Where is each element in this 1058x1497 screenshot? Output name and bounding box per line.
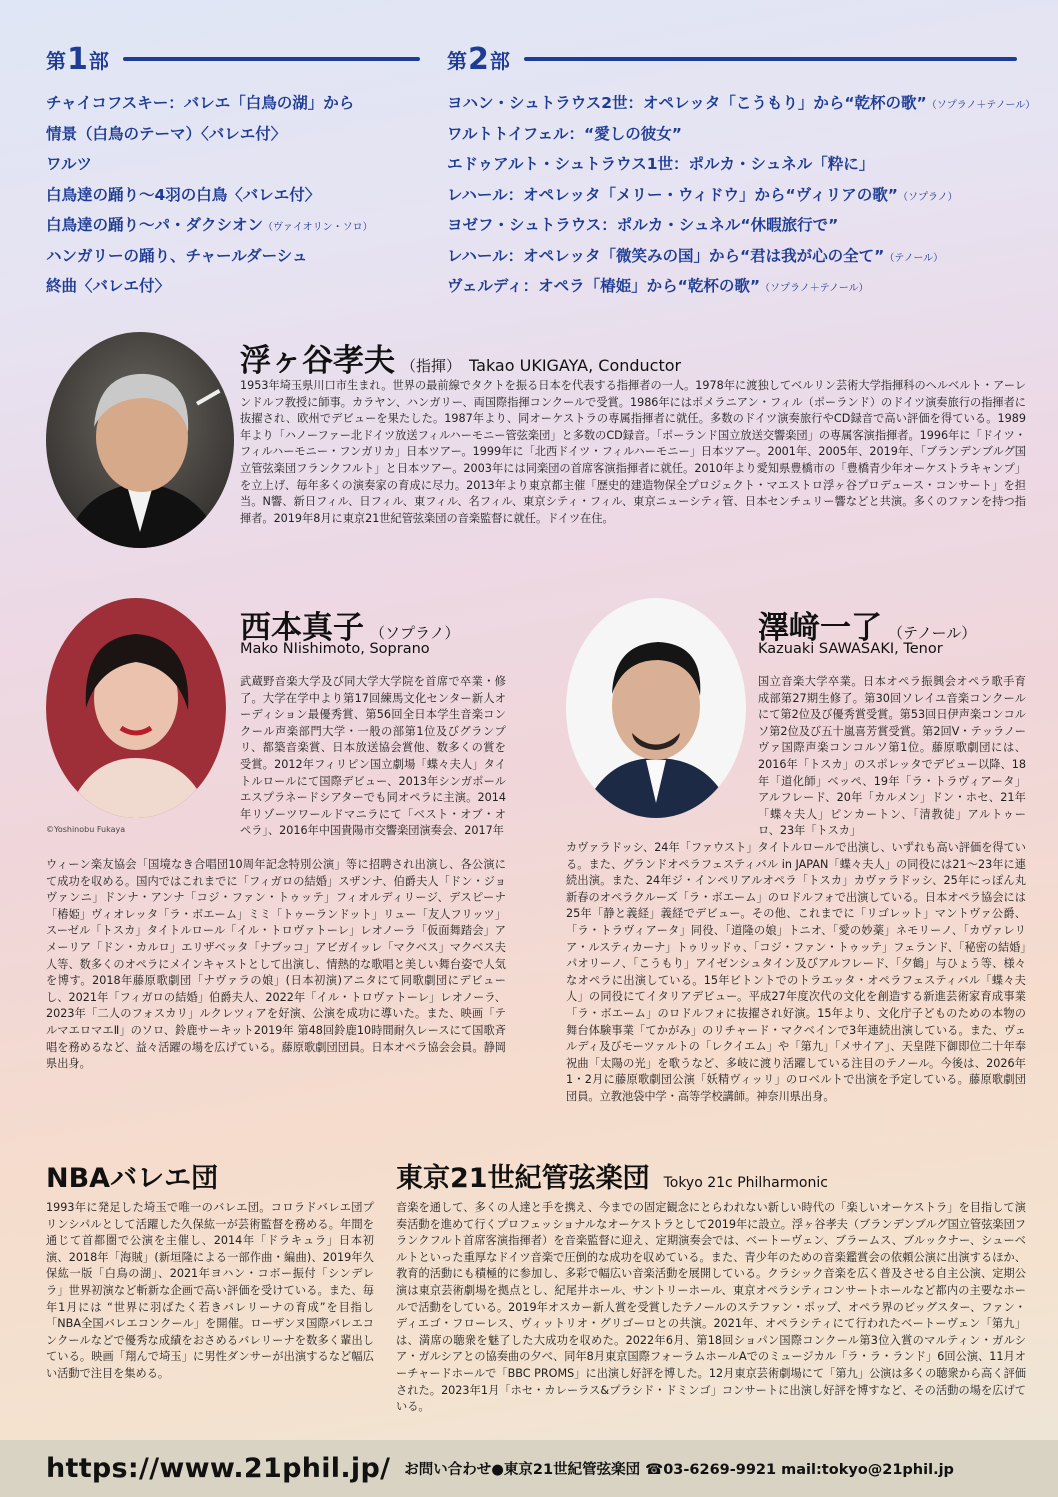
program-item: 情景（白鳥のテーマ）〈バレエ付〉 bbox=[46, 124, 287, 143]
conductor-name-jp: 浮ヶ谷孝夫 bbox=[240, 343, 395, 379]
program-item: 白鳥達の踊り～パ・ダクシオン（ヴァイオリン・ソロ） bbox=[46, 216, 373, 234]
tenor-name-jp: 澤﨑一了 bbox=[758, 610, 882, 646]
program-item: ワルトトイフェル：“愛しの彼女” bbox=[447, 124, 682, 143]
part1-program-list bbox=[46, 88, 426, 302]
part1-rule bbox=[123, 57, 420, 61]
part2-rule bbox=[524, 57, 1017, 61]
tenor-name-en: Kazuaki SAWASAKI, Tenor bbox=[758, 641, 943, 657]
soprano-name-jp: 西本真子 bbox=[240, 610, 364, 646]
website-link[interactable]: https://www.21phil.jp/ bbox=[46, 1453, 391, 1484]
part1-heading-pre: 第 bbox=[46, 48, 66, 73]
program-item: ヴェルディ：オペラ「椿姫」から“乾杯の歌”（ソプラノ＋テノール） bbox=[447, 277, 869, 295]
program-item: チャイコフスキー：バレエ「白鳥の湖」から bbox=[46, 94, 355, 112]
ballet-title: NBAバレエ団 bbox=[46, 1163, 219, 1194]
program-item: ハンガリーの踊り、チャールダーシュ bbox=[46, 246, 308, 265]
orchestra-subtitle: Tokyo 21c Philharmonic bbox=[663, 1175, 828, 1191]
soprano-role: （ソプラノ） bbox=[370, 624, 460, 642]
part1-heading-suf: 部 bbox=[88, 48, 109, 73]
conductor-role: （指揮） bbox=[401, 357, 462, 375]
conductor-portrait bbox=[46, 332, 234, 548]
footer-bar bbox=[0, 1440, 1058, 1497]
program-item: 終曲〈バレエ付〉 bbox=[46, 277, 171, 295]
ballet-bio: 1993年に発足した埼玉で唯一のバレエ団。コロラドバレエ団プリンシパルとして活躍した久保紘一が芸術監督を務める。年間を通じて首都圏で公演を主催し、2014年「ドラキュラ」日本初演、2018年「海賊」(新垣隆による一部作曲・編曲)、2019年久保紘一版「白鳥の湖」、2021年ヨハン・コボー振付「シンデレラ」世界初演など斬新な企画で高い評価を受けている。また、毎年1月には “世界に羽ばたく若きバレリーナの育成”を目指し「NBA全国バレエコンクール」を開催。ローザンヌ国際バレエコンクールなどで優秀な成績をおさめるバレリーナを数多く輩出している。映画「翔んで埼玉」に男性ダンサーが出演するなど幅広い活動で注目を集める。 bbox=[46, 1201, 374, 1380]
part2-program-list bbox=[447, 88, 1037, 302]
program-item: ヨゼフ・シュトラウス：ポルカ・シュネル“休暇旅行で” bbox=[447, 216, 839, 234]
conductor-name bbox=[240, 335, 681, 380]
soprano-bio-top: 武蔵野音楽大学及び同大学大学院を首席で卒業・修了。大学在学中より第17回練馬文化センター新人オーディション最優秀賞、第56回全日本学生音楽コンクール声楽部門大学・一般の部第1位及びグランプリ、都築音楽賞、日本放送協会賞他、数多くの賞を受賞。2012年フィリピン国立劇場「蝶々夫人」タイトルロールにて国際デビュー、2013年シンガポールエスプラネードシアターでも同オペラに主演。2014年リゾーツワールドマニラにて「ベスト・オブ・オペラ」、2016年中国貴陽市交響楽団演奏会、2017年 bbox=[240, 675, 506, 838]
part1-heading-num: 1 bbox=[67, 41, 88, 77]
orchestra-title bbox=[396, 1156, 828, 1195]
part2-heading-num: 2 bbox=[468, 41, 489, 77]
part2-heading-suf: 部 bbox=[489, 48, 510, 73]
conductor-name-en: Takao UKIGAYA, Conductor bbox=[469, 356, 682, 375]
tenor-portrait bbox=[566, 598, 746, 818]
part2-heading-pre: 第 bbox=[447, 48, 467, 73]
part2-heading bbox=[447, 42, 1017, 76]
tenor-role: （テノール） bbox=[888, 624, 977, 642]
tenor-bio-bottom: カヴァラドッシ、24年「ファウスト」タイトルロールで出演し、いずれも高い評価を得ている。また、グランドオペラフェスティバル in JAPAN「蝶々夫人」の同役には21～23年に連続出演。また、24年ジ・インペリアルオペラ「トスカ」カヴァラドッシ、25年にっぽん丸新春のオペラクルーズ「ラ・ボエーム」のロドルフォで出演している。日本オペラ協会には25年「静と義経」義経でデビュー。その他、これまでに「リゴレット」マントヴァ公爵、「ラ・トラヴィアータ」同役、「道隆の娘」トニオ、「愛の妙薬」ネモリーノ、「カヴァレリア・ルスティカーナ」トゥリッドゥ、「コジ・ファン・トゥッテ」フェランド、「秘密の結婚」パオリーノ、「こうもり」アイゼンシュタイン及びアルフレード、「夕鶴」与ひょう等、様々なオペラに出演している。15年ビトントでのトラエッタ・オペラフェスティバル「蝶々夫人」の同役にてイタリアデビュー。平成27年度次代の文化を創造する新進芸術家育成事業「ラ・ボエーム」のロドルフォに抜擢され好演。15年より、文化庁子どものための本物の舞台体験事業「てかがみ」のリチャード・マクベインで3年連続出演している。また、ヴェルディ及びモーツァルトの「レクイエム」や「第九」「メサイア」、天皇陛下御即位二十年奉祝曲「太陽の光」を歌うなど、多岐に渡り活躍している注目のテノール。今後は、2026年1・2月に藤原歌劇団公演「妖精ヴィッリ」のロベルトで出演を予定している。藤原歌劇団団員。立教池袋中学・高等学校講師。神奈川県出身。 bbox=[566, 841, 1026, 1103]
soprano-bio-bottom: ウィーン楽友協会「国境なき合唱団10周年記念特別公演」等に招聘され出演し、各公演にて成功を収める。国内ではこれまでに「フィガロの結婚」スザンナ、伯爵夫人「ドン・ジョヴァンニ」ドンナ・アンナ「コジ・ファン・トゥッテ」フィオルディリージ、デスピーナ「椿姫」ヴィオレッタ「ラ・ボエーム」ミミ「トゥーランドット」リュー「友人フリッツ」スーゼル「トスカ」タイトルロール「イル・トロヴァトーレ」レオノーラ「仮面舞踏会」アメーリア「ドン・カルロ」エリザベッタ「ナブッコ」アビガイッレ「マクベス」マクベス夫人等、数多くのオペラにメインキャストとして出演し、情熱的な歌唱と美しい舞台姿で人気を博す。2018年藤原歌劇団「ナヴァラの娘」(日本初演)アニタにて同歌劇団にデビューし、2021年「フィガロの結婚」伯爵夫人、2022年「イル・トロヴァトーレ」レオノーラ、2023年「二人のフォスカリ」ルクレツィアを好演、公演を成功に導いた。また、映画「テルマエロマエⅡ」のソロ、鈴鹿サーキット2019年 第48回鈴鹿10時間耐久レースにて国歌斉唱を務めるなど、益々活躍の場を広げている。藤原歌劇団団員。日本オペラ協会会員。静岡県出身。 bbox=[46, 858, 506, 1071]
orchestra-bio: 音楽を通して、多くの人達と手を携え、今までの固定観念にとらわれない新しい時代の「楽しいオーケストラ」を目指して演奏活動を進めて行くプロフェッショナルなオーケストラとして2019年に設立。浮ヶ谷孝夫（ブランデンブルグ国立管弦楽団フランクフルト首席客演指揮者）を音楽監督に迎え、定期演奏会では、ベートーヴェン、ブラームス、ブルックナー、シューベルトといった重厚なドイツ音楽で圧倒的な成功を収めている。また、青少年のための音楽鑑賞会の依頼公演に出演するほか、教育的活動にも積極的に参加し、多彩で幅広い音楽活動を展開している。クラシック音楽を広く普及させる自主公演、定期公演は東京芸術劇場を拠点とし、紀尾井ホール、サントリーホール、東京オペラシティコンサートホールなど都内の主要なホールで活動をしている。2019年オスカー新人賞を受賞したテノールのステファン・ポップ、オペラ界のビッグスター、ファン・ディエゴ・フローレス、ヴィットリオ・グリゴーロとの共演。2021年、オペラシティにて行われたベートーヴェン「第九」は、満席の聴衆を魅了した大成功を収めた。2022年6月、第18回ショパン国際コンクール第3位入賞のマルティン・ガルシア・ガルシアとの協奏曲の夕べ、同年8月東京国際フォーラムホールAでのミュージカル「ラ・ラ・ランド」6回公演、11月オーチャードホールで「BBC PROMS」に出演し好評を博した。12月東京芸術劇場にて「第九」公演は多くの聴衆から高く評価された。2023年1月「ホセ・カレーラス&プラシド・ドミンゴ」コンサートに出演し好評を博すなど、その活動の場を広げている。 bbox=[396, 1201, 1026, 1414]
contact-info: お問い合わせ●東京21世紀管弦楽団 ☎03-6269-9921 mail:tokyo@21phil.jp bbox=[404, 1462, 954, 1478]
program-item: レハール：オペレッタ「メリー・ウィドウ」から“ヴィリアの歌”（ソプラノ） bbox=[447, 185, 958, 204]
program-item: レハール：オペレッタ「微笑みの国」から“君は我が心の全て”（テノール） bbox=[447, 246, 944, 265]
soprano-portrait bbox=[46, 598, 226, 818]
program-item: エドゥアルト・シュトラウス1世：ポルカ・シュネル「粋に」 bbox=[447, 155, 875, 173]
soprano-name-en: Mako NIishimoto, Soprano bbox=[240, 641, 430, 657]
program-item: ヨハン・シュトラウス2世：オペレッタ「こうもり」から“乾杯の歌”（ソプラノ＋テノール） bbox=[447, 94, 1036, 112]
orchestra-title-jp: 東京21世紀管弦楽団 bbox=[396, 1163, 650, 1194]
tenor-bio-top: 国立音楽大学卒業。日本オペラ振興会オペラ歌手育成部第27期生修了。第30回ソレイユ音楽コンクールにて第2位及び優秀賞受賞。第53回日伊声楽コンコルソ第2位及び五十嵐喜芳賞受賞。第2回Ⅴ・テッラノーヴァ国際声楽コンコルソ第1位。藤原歌劇団には、2016年「トスカ」のスポレッタでデビュー以降、18年「道化師」ベッペ、19年「ラ・トラヴィアータ」アルフレード、20年「カルメン」ドン・ホセ、21年「蝶々夫人」ピンカートン、「清教徒」アルトゥーロ、23年「トスカ」 bbox=[758, 675, 1026, 838]
program-item: 白鳥達の踊り～4羽の白鳥〈バレエ付〉 bbox=[46, 185, 321, 204]
part1-heading bbox=[46, 42, 420, 76]
soprano-photo-credit: ©Yoshinobu Fukaya bbox=[46, 825, 126, 834]
conductor-bio: 1953年埼玉県川口市生まれ。世界の最前線でタクトを振る日本を代表する指揮者の一人。1978年に渡独してベルリン芸術大学指揮科のヘルベルト・アーレンドルフ教授に師事。カラヤン、ハンガリー、両国際指揮コンクールで受賞。1986年にはポメラニアン・フィル（ポーランド）のドイツ演奏旅行の指揮者に抜擢され、欧州でデビューを果たした。1987年より、同オーケストラの専属指揮者に就任。多数のドイツ演奏旅行やCD録音で高い評価を得ている。1989年より「ハノーファー北ドイツ放送フィルハーモニー管弦楽団」と多数のCD録音。「ポーランド国立放送交響楽団」の専属客演指揮者。1996年に「ドイツ・フィルハーモニー・フンガリカ」日本ツアー。1999年に「北西ドイツ・フィルハーモニー」日本ツアー。2001年、2005年、2019年、「ブランデンブルグ国立管弦楽団フランクフルト」と日本ツアー。2003年には同楽団の首席客演指揮者に就任。2010年より愛知県豊橋市の「豊橋青少年オーケストラキャンプ」を立上げ、毎年多くの演奏家の育成に尽力。2013年より東京都主催「歴史的建造物保全プロジェクト・マエストロ浮ヶ谷プロデュース・コンサート」を担当。N響、新日フィル、日フィル、東フィル、名フィル、東京シティ・フィル、東京ニューシティ管、日本センチュリー響などと共演。多くのファンを持つ指揮者。2019年8月に東京21世紀管弦楽団の音楽監督に就任。ドイツ在住。 bbox=[240, 379, 1026, 525]
program-item: ワルツ bbox=[46, 155, 93, 173]
